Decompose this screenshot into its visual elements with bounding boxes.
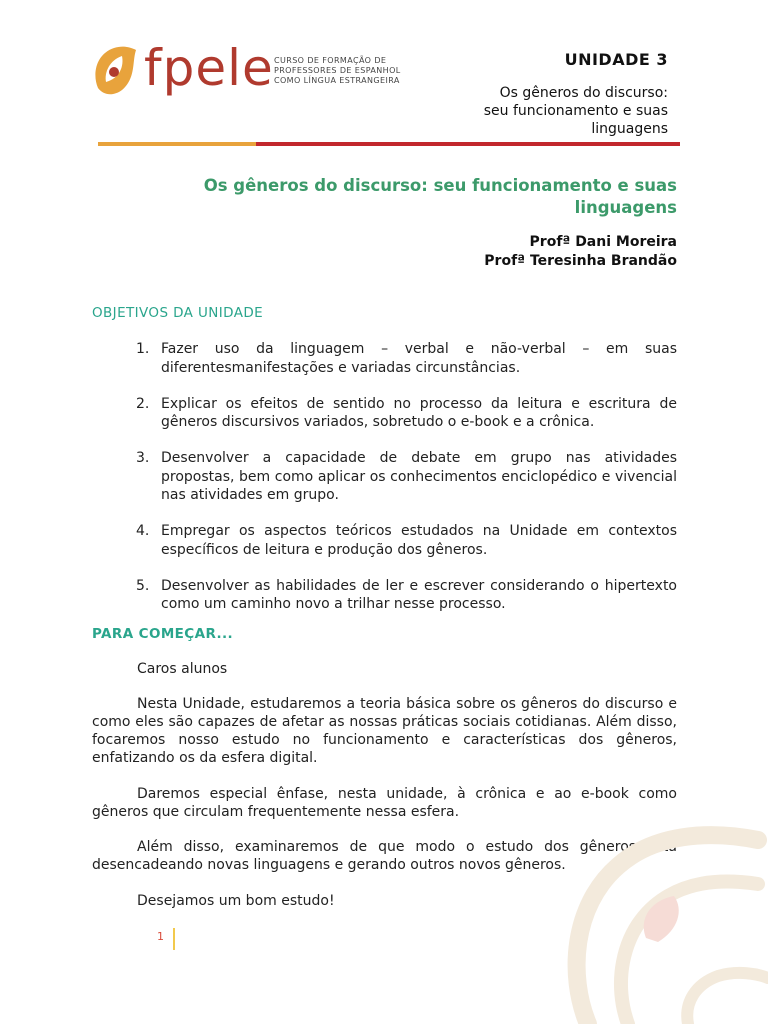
unit-subtitle-line: seu funcionamento e suas xyxy=(483,103,668,119)
body-paragraph: Além disso, examinaremos de que modo o estudo dos gêneros está desencadeando novas linguagens e gerando outros novos gêneros. xyxy=(92,839,677,873)
objective-number: 4. xyxy=(136,523,150,539)
objective-number: 2. xyxy=(136,395,150,412)
page-number-bar xyxy=(173,928,175,950)
objective-number: 1. xyxy=(136,341,150,357)
objective-item xyxy=(92,340,677,377)
fpele-logo-icon xyxy=(92,44,140,102)
body-paragraph: Nesta Unidade, estudaremos a teoria básica sobre os gêneros do discurso e como eles são capazes de afetar as nossas práticas sociais cotidianas. Além disso, focaremos nosso estudo no funcionamento e características dos gêneros, enfatizando os da esfera digital. xyxy=(92,696,677,766)
greeting-paragraph: Caros alunos xyxy=(137,661,228,677)
objective-text: Fazer uso da linguagem – verbal e não-verbal – em suas diferentesmanifestações e variadas circunstâncias. xyxy=(161,341,677,376)
document-title-line: linguagens xyxy=(574,198,677,217)
header-rule-red xyxy=(256,142,680,146)
document-title-line: Os gêneros do discurso: seu funcionamento e suas xyxy=(203,176,677,195)
objective-item xyxy=(92,449,677,505)
fpele-logo xyxy=(92,39,401,104)
objective-text: Desenvolver a capacidade de debate em grupo nas atividades propostas, bem como aplicar os conhecimentos enciclopédico e vivencial nas atividades em grupo. xyxy=(161,450,677,503)
author-name: Profª Dani Moreira xyxy=(529,234,677,250)
logo-tagline-line: PROFESSORES DE ESPANHOL xyxy=(274,66,401,75)
authors xyxy=(300,233,677,271)
unit-subtitle-line: Os gêneros do discurso: xyxy=(499,85,668,101)
logo-wordmark: fpele xyxy=(144,39,274,97)
logo-tagline xyxy=(274,56,401,86)
unit-subtitle-line: linguagens xyxy=(591,121,668,137)
objective-item xyxy=(92,522,677,559)
objectives-heading: OBJETIVOS DA UNIDADE xyxy=(92,305,264,321)
start-heading: PARA COMEÇAR... xyxy=(92,626,234,642)
objective-text: Desenvolver as habilidades de ler e escrever considerando o hipertexto como um caminho novo a trilhar nesse processo. xyxy=(161,577,677,612)
author-name: Profª Teresinha Brandão xyxy=(484,253,677,269)
page-number: 1 xyxy=(157,930,164,943)
objective-number: 5. xyxy=(136,577,150,594)
unit-subtitle xyxy=(368,84,668,138)
unit-label: UNIDADE 3 xyxy=(564,50,668,69)
objective-number: 3. xyxy=(136,450,150,466)
objective-item xyxy=(92,395,677,432)
body-paragraph: Daremos especial ênfase, nesta unidade, à crônica e ao e-book como gêneros que circulam frequentemente nessa esfera. xyxy=(92,786,677,820)
objective-text: Empregar os aspectos teóricos estudados na Unidade em contextos específicos de leitura e produção dos gêneros. xyxy=(161,523,677,558)
document-title xyxy=(130,175,677,219)
logo-tagline-line: COMO LÍNGUA ESTRANGEIRA xyxy=(274,76,400,85)
objectives-list xyxy=(92,340,677,631)
logo-watermark-icon xyxy=(558,826,768,1024)
objective-item xyxy=(92,577,677,614)
logo-tagline-line: CURSO DE FORMAÇÃO DE xyxy=(274,56,387,65)
closing-paragraph: Desejamos um bom estudo! xyxy=(137,893,335,909)
header-rule-yellow xyxy=(98,142,256,146)
objective-text: Explicar os efeitos de sentido no processo da leitura e escritura de gêneros discursivos variados, sobretudo o e-book e a crônica. xyxy=(161,395,677,430)
